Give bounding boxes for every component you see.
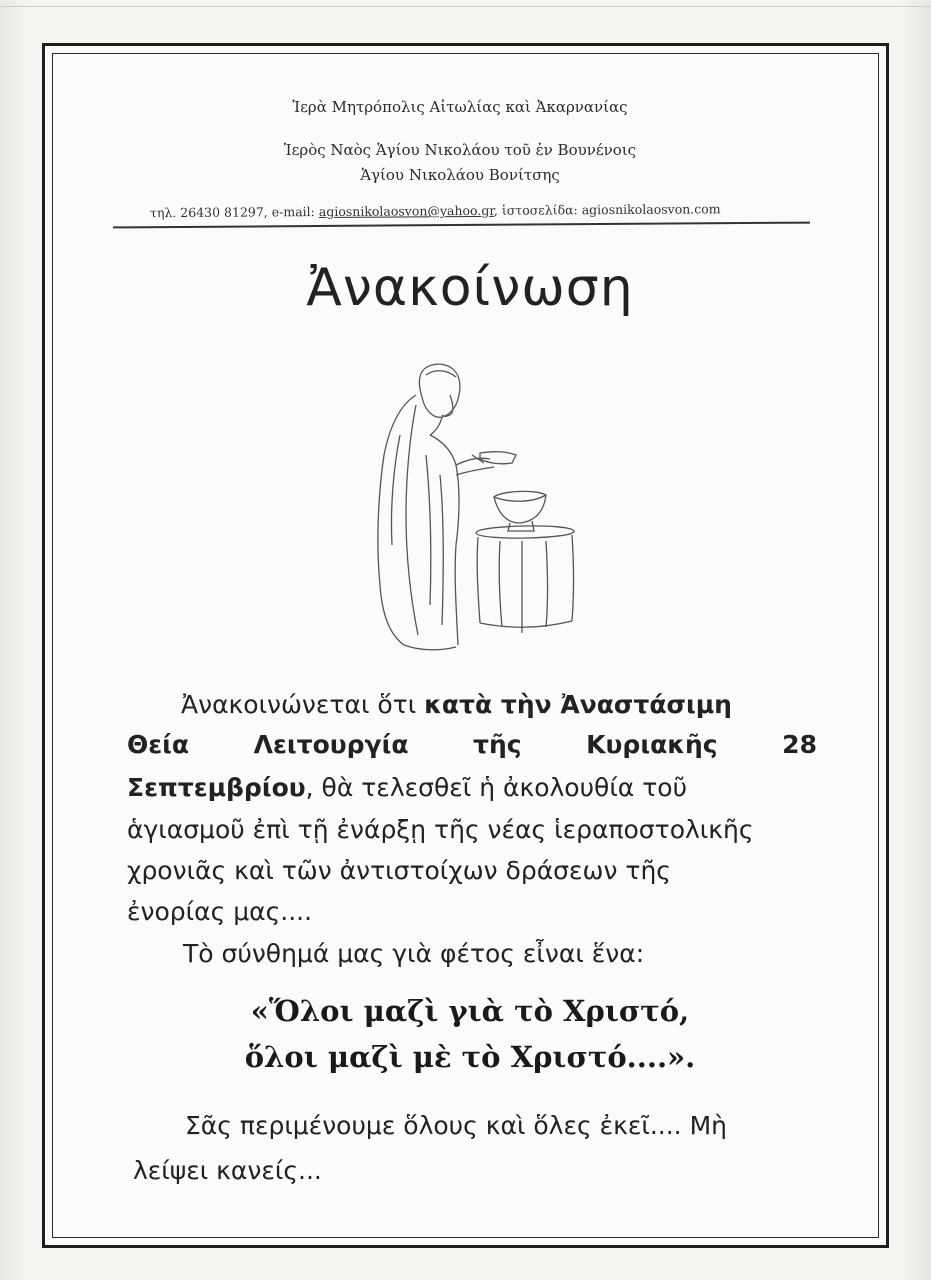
word-tis: τῆς bbox=[473, 730, 522, 759]
body-line-1 bbox=[127, 684, 871, 725]
body-line-2 bbox=[127, 724, 817, 765]
word-theia: Θεία bbox=[127, 730, 190, 759]
motto-line-2: ὅλοι μαζὶ μὲ τὸ Χριστό....». bbox=[244, 1040, 696, 1074]
closing-line-1: Σᾶς περιμένουμε ὅλους καὶ ὅλες ἐκεῖ.... Μὴ bbox=[185, 1111, 727, 1140]
body-line-5: χρονιᾶς καὶ τῶν ἀντιστοίχων δράσεων τῆς bbox=[127, 856, 671, 885]
motto-line-1: «Ὅλοι μαζὶ γιὰ τὸ Χριστό, bbox=[250, 994, 690, 1028]
body-line-3-bold: Σεπτεμβρίου bbox=[127, 773, 306, 802]
word-date-number: 28 bbox=[782, 730, 817, 759]
body-line-3 bbox=[127, 767, 817, 808]
contact-email-link[interactable]: agiosnikolaosvon@yahoo.gr bbox=[318, 202, 494, 220]
body-line-6: ἐνορίας μας.... bbox=[127, 897, 313, 926]
metropolis-heading: Ἱερὰ Μητρόπολις Αἰτωλίας καὶ Ἀκαρνανίας bbox=[292, 98, 628, 116]
body-line-1-text: Ἀνακοινώνεται ὅτι bbox=[181, 690, 425, 719]
body-line-7: Τὸ σύνθημά μας γιὰ φέτος εἶναι ἕνα: bbox=[183, 939, 645, 968]
page-title: Ἀνακοίνωση bbox=[306, 258, 634, 318]
contact-phone: τηλ. 26430 81297, e-mail: bbox=[149, 204, 319, 221]
body-line-1-bold: κατὰ τὴν Ἀναστάσιμη bbox=[424, 690, 732, 719]
church-name-line2: Ἁγίου Νικολάου Βονίτσης bbox=[360, 166, 560, 184]
website-label: , ἱστοσελίδα: bbox=[493, 202, 582, 218]
closing-line-2: λείψει κανείς... bbox=[133, 1156, 322, 1185]
word-kyriakis: Κυριακῆς bbox=[586, 730, 718, 759]
body-line-3-text: , θὰ τελεσθεῖ ἡ ἀκολουθία τοῦ bbox=[305, 773, 688, 802]
website-link[interactable]: agiosnikolaosvon.com bbox=[581, 201, 721, 218]
body-line-4: ἁγιασμοῦ ἐπὶ τῇ ἐνάρξῃ τῆς νέας ἱεραποστολικῆς bbox=[127, 815, 754, 844]
church-name-line1: Ἱερὸς Ναὸς Ἁγίου Νικολάου τοῦ ἐν Βουνένοις bbox=[283, 141, 637, 159]
word-leitourgia: Λειτουργία bbox=[253, 730, 409, 759]
scan-edge-line bbox=[0, 6, 931, 7]
priest-blessing-water-icon bbox=[360, 355, 590, 655]
